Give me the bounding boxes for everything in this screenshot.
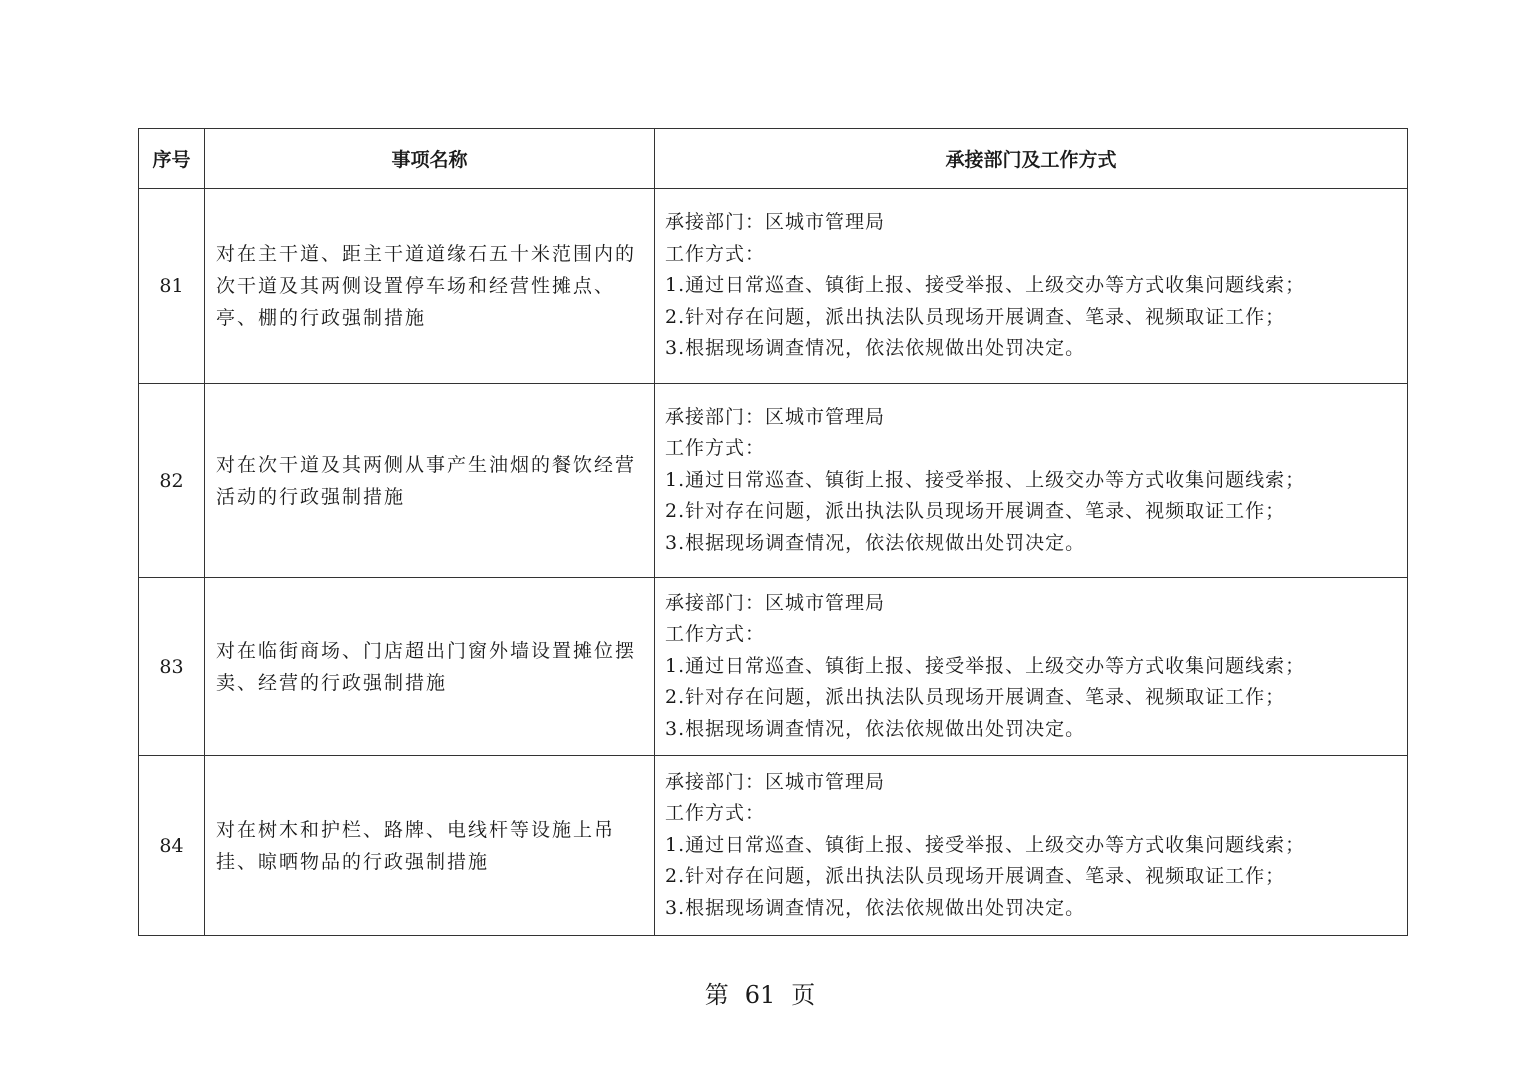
method-step-1: 1.通过日常巡查、镇街上报、接受举报、上级交办等方式收集问题线索； [665,468,1306,491]
row-department-method [655,384,1408,578]
row-department-method [655,756,1408,936]
method-step-3: 3.根据现场调查情况，依法依规做出处罚决定。 [665,896,1086,919]
row-matter-name: 对在树木和护栏、路牌、电线杆等设施上吊挂、晾晒物品的行政强制措施 [205,756,655,936]
table-row [139,189,1408,384]
department-line: 承接部门：区城市管理局 [665,405,886,428]
row-serial-number: 81 [139,189,205,384]
row-matter-name: 对在次干道及其两侧从事产生油烟的餐饮经营活动的行政强制措施 [205,384,655,578]
table-row [139,578,1408,756]
method-step-1: 1.通过日常巡查、镇街上报、接受举报、上级交办等方式收集问题线索； [665,833,1306,856]
row-matter-name: 对在主干道、距主干道道缘石五十米范围内的次干道及其两侧设置停车场和经营性摊点、亭、棚的行政强制措施 [205,189,655,384]
header-serial-number: 序号 [139,129,205,189]
row-department-method [655,189,1408,384]
table-row [139,756,1408,936]
row-matter-name: 对在临街商场、门店超出门窗外墙设置摊位摆卖、经营的行政强制措施 [205,578,655,756]
method-step-2: 2.针对存在问题，派出执法队员现场开展调查、笔录、视频取证工作； [665,305,1286,328]
row-serial-number: 83 [139,578,205,756]
method-step-3: 3.根据现场调查情况，依法依规做出处罚决定。 [665,717,1086,740]
method-heading: 工作方式： [665,242,766,265]
page-number-prefix: 第 [704,981,729,1009]
method-step-3: 3.根据现场调查情况，依法依规做出处罚决定。 [665,531,1086,554]
method-step-2: 2.针对存在问题，派出执法队员现场开展调查、笔录、视频取证工作； [665,686,1286,709]
department-line: 承接部门：区城市管理局 [665,591,886,614]
method-heading: 工作方式： [665,437,766,460]
table-header-row [139,129,1408,189]
row-serial-number: 84 [139,756,205,936]
method-step-2: 2.针对存在问题，派出执法队员现场开展调查、笔录、视频取证工作； [665,500,1286,523]
header-department-method: 承接部门及工作方式 [655,129,1408,189]
matters-table [138,128,1408,936]
department-line: 承接部门：区城市管理局 [665,770,886,793]
table-row [139,384,1408,578]
page-number-suffix: 页 [791,981,816,1009]
row-department-method [655,578,1408,756]
method-heading: 工作方式： [665,623,766,646]
page-footer [0,975,1520,1010]
department-line: 承接部门：区城市管理局 [665,211,886,234]
method-step-3: 3.根据现场调查情况，依法依规做出处罚决定。 [665,337,1086,360]
row-serial-number: 82 [139,384,205,578]
method-heading: 工作方式： [665,802,766,825]
header-matter-name: 事项名称 [205,129,655,189]
method-step-1: 1.通过日常巡查、镇街上报、接受举报、上级交办等方式收集问题线索； [665,654,1306,677]
page-number: 61 [744,981,776,1009]
method-step-1: 1.通过日常巡查、镇街上报、接受举报、上级交办等方式收集问题线索； [665,274,1306,297]
method-step-2: 2.针对存在问题，派出执法队员现场开展调查、笔录、视频取证工作； [665,865,1286,888]
